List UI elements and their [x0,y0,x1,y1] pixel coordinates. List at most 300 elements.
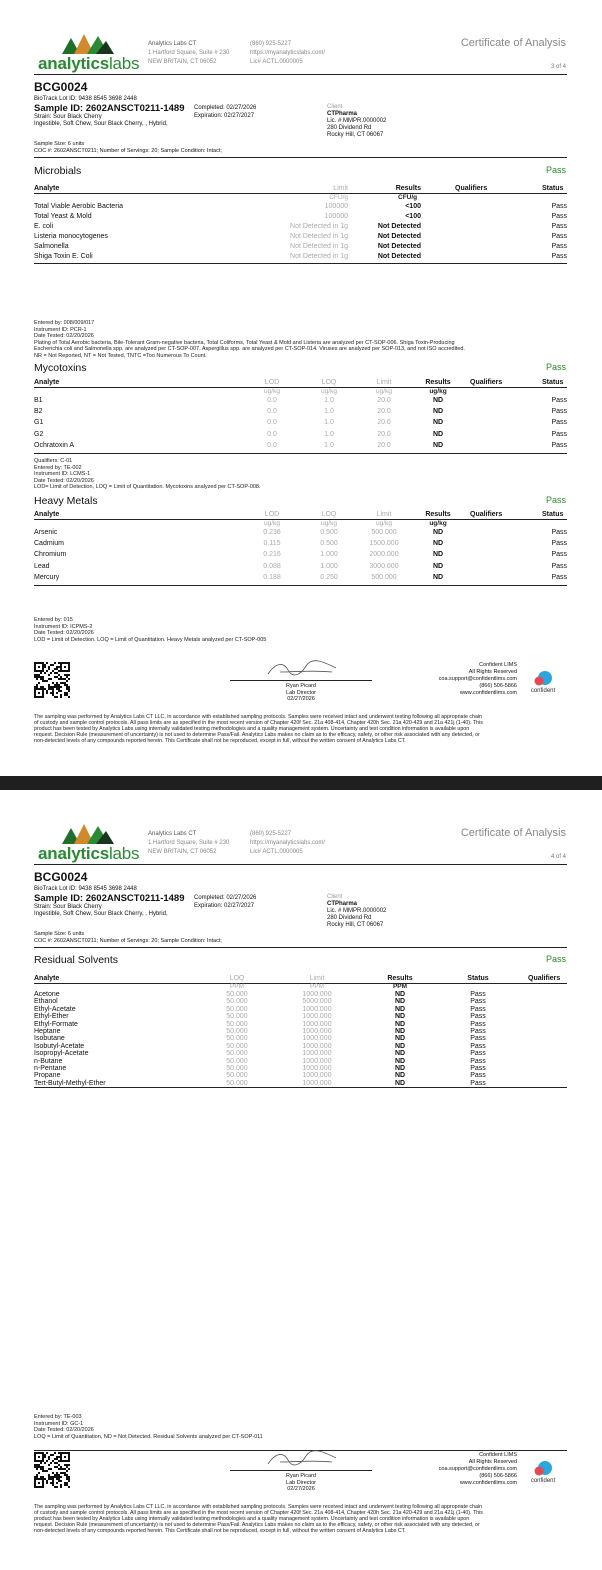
lims-rights: All Rights Reserved [468,669,517,675]
analyte-cell: Isobutyl-Acetate [34,1042,85,1050]
loq-cell: 1.0 [324,397,334,404]
result-cell: ND [394,1027,406,1035]
lod-cell: 0.0 [267,430,277,438]
table-end-rule [34,585,567,586]
table-row [34,1006,567,1013]
lod-cell: 0.236 [263,529,281,536]
limit-cell: 2000.000 [369,551,399,559]
col-limit: Limit [376,511,392,518]
signer-info [230,683,372,703]
signer-title: Lab Director [286,1479,316,1486]
unit-limit: ug/kg [376,388,392,395]
test-dates [194,894,256,910]
table-row [34,213,567,223]
col-analyte: Analyte [34,185,60,192]
analyte-cell: Ethyl-Formate [34,1020,78,1028]
limit-cell: 1500.000 [369,540,399,548]
client-label: Client [327,894,343,900]
lab-name: Analytics Labs CT [148,41,197,47]
document-title: Certificate of Analysis [460,37,566,49]
limit-cell: 20.0 [377,441,391,449]
loq-cell: 50.000 [226,998,248,1006]
loq-cell: 1.0 [324,419,334,427]
lims-phone: (866) 506-5866 [479,1473,517,1479]
product-description: Ingestible, Soft Chew, Sour Black Cherry, , Hybrid, [34,121,168,127]
analyte-cell: n-Pentane [34,1064,67,1072]
result-cell: Not Detected [377,223,421,230]
table-row [34,998,567,1005]
analyte-cell: Ethanol [34,998,58,1006]
table-row [34,1058,567,1065]
microbials-table [34,185,567,264]
sign-date: 02/27/2026 [287,1486,315,1492]
lims-phone: (866) 506-5866 [479,683,517,689]
analytics-labs-logo [38,820,138,865]
note-line: LOD= Limit of Detection, LOQ = Limit of Quantitation. Mycotoxins analyzed per CT-SOP-008. [34,484,261,490]
result-cell: Not Detected [377,243,421,250]
lims-email-link[interactable]: coa.support@confidentlims.com [438,676,517,682]
col-loq: LOQ [229,975,245,982]
col-analyte: Analyte [34,511,60,518]
lab-license: Lic# ACTL.0000005 [250,59,303,65]
mountain-logo-icon [62,822,114,844]
lab-address-line2: NEW BRITAIN, CT 06052 [148,59,217,65]
status-cell: Pass [551,551,567,559]
analyte-cell: Isobutane [34,1035,65,1043]
result-cell: ND [394,1013,406,1021]
lab-name: Analytics Labs CT [148,831,197,837]
col-status: Status [542,379,564,386]
lod-cell: 0.0 [267,397,277,404]
heavy-metals-notes [34,617,569,643]
status-cell: Pass [551,419,567,427]
status-cell: Pass [551,203,567,210]
table-row [34,563,567,574]
lod-cell: 0.188 [263,573,281,581]
col-loq: LOQ [321,379,337,386]
result-cell: ND [432,562,444,570]
note-line: Entered by: 008/009/017 [34,320,95,326]
lims-email-link[interactable]: coa.support@confidentlims.com [438,1466,517,1472]
sign-date: 02/27/2026 [287,696,315,702]
status-cell: Pass [551,529,567,536]
lims-contact [439,1452,517,1487]
analyte-cell: Arsenic [34,529,58,536]
result-cell: <100 [405,213,421,220]
heavy-metals-table [34,511,567,586]
units-row [34,388,567,397]
units-row [34,984,567,991]
limit-cell: Not Detected in 1g [290,233,348,240]
result-cell: ND [432,430,444,438]
status-cell: Pass [551,397,567,404]
limit-cell: 1000.000 [302,1050,332,1058]
status-cell: Pass [470,1072,486,1080]
lab-contact [250,830,325,857]
note-line: Entered by: TE-002 [34,464,82,471]
header-divider [34,864,567,865]
analyte-cell: Propane [34,1072,61,1080]
col-limit: Limit [309,975,325,982]
status-cell: Pass [551,213,567,220]
status-cell: Pass [470,998,486,1006]
unit-results: CFU/g [398,194,418,201]
limit-cell: 20.0 [377,419,391,427]
client-address-line1: 280 Dividend Rd [327,915,372,921]
analyte-cell: Heptane [34,1027,61,1035]
note-line: NR = Not Reported, NT = Not Tested, TNTC =Too Numerous To Count. [34,352,207,359]
result-cell: ND [394,1079,406,1087]
status-cell: Pass [551,233,567,240]
loq-cell: 50.000 [226,1035,248,1043]
analyte-cell: Lead [34,562,50,570]
status-cell: Pass [551,562,567,570]
lims-website-link[interactable]: www.confidentlims.com [459,690,517,696]
residual-solvents-status-badge: Pass [545,954,566,964]
page-number: 3 of 4 [550,64,566,70]
loq-cell: 0.500 [320,529,338,536]
qr-code-icon[interactable] [34,662,70,698]
confident-logo-icon [532,1460,554,1478]
mycotoxins-status-badge: Pass [545,362,566,372]
status-cell: Pass [551,243,567,250]
col-qualifiers: Qualifiers [470,511,503,518]
signer-info [230,1473,372,1493]
mycotoxins-title: Mycotoxins [34,362,87,374]
col-limit: Limit [333,185,348,192]
signature-line [230,680,372,681]
note-line: Instrument ID: LCMS-1 [34,471,91,477]
client-label: Client [327,104,343,110]
loq-cell: 50.000 [226,991,248,998]
col-status: Status [542,185,564,192]
limit-cell: 500.000 [371,529,397,536]
unit-lod: ug/kg [264,520,280,527]
note-line: Escherichia coli and Salmonella spp. are analyzed per CT-SOP-007. Aspergillus spp. are analyzed per CT-SOP-014. Viruses are analyzed per SOP-013, and not ISO accredited. [34,346,465,352]
table-row [34,991,567,998]
sample-size-block [34,141,222,155]
signer-title: Lab Director [286,689,316,696]
sample-size-block [34,931,222,945]
lab-address-line1: 1 Hartford Square, Suite # 230 [148,840,230,846]
analyte-cell: Listeria monocytogenes [34,233,108,240]
unit-limit: CFU/g [329,194,348,201]
table-row [34,397,567,408]
disclaimer-line: The sampling was performed by Analytics Labs CT LLC, in accordance with established sampling protocols. Samples were received intact and underwent testing following all appropriate chain [34,1504,483,1510]
client-address-line2: Rocky Hill, CT 06067 [327,922,384,928]
analyte-cell: Total Viable Aerobic Bacteria [34,203,123,210]
status-cell: Pass [470,1042,486,1050]
col-lod: LOD [264,511,280,518]
loq-cell: 50.000 [226,1042,248,1050]
disclaimer-line: non-detected levels of any compounds reported herein. This Certificate shall not be reproduced, except in full, without the written consent of Analytics Labs CT. [34,1528,406,1534]
limit-cell: 1000.000 [302,1020,332,1028]
analyte-cell: Shiga Toxin E. Coli [34,253,93,260]
coa-page-3 [0,0,602,776]
result-cell: ND [394,1020,406,1028]
lod-cell: 0.0 [267,419,277,427]
status-cell: Pass [551,573,567,581]
disclaimer-line: of custody and sample control protocols. All pass limits are as specified in the most recent version of Chapter 420f Sec. 21a 408-414, Chapter 420h Sec. 21a 420-429 and 21a 421j (1-40). This [34,1510,483,1516]
limit-cell: 100000 [324,213,348,220]
signer-name: Ryan Picard [286,683,316,689]
result-cell: ND [432,551,444,559]
sample-info [34,886,185,918]
disclaimer [34,1504,566,1534]
signature-icon [266,1450,338,1468]
col-results: Results [425,511,451,518]
residual-solvents-table [34,975,567,1088]
confident-logo-text: confident [530,688,556,694]
lab-website-link[interactable]: https://myanalyticslabs.com/ [250,840,326,846]
signature-icon [266,660,338,678]
limit-cell: 20.0 [377,430,391,438]
disclaimer-line: product has been tested by Analytics Labs using internally validated testing methodologies and a quality management system. Uncertainty and test condition information is available upon [34,1516,470,1522]
result-cell: ND [432,408,444,416]
limit-cell: 1000.000 [302,1079,332,1087]
units-row [34,520,567,529]
limit-cell: 20.0 [377,408,391,416]
result-cell: ND [432,540,444,548]
status-cell: Pass [470,1020,486,1028]
sample-divider [34,947,567,948]
confident-logo-icon [532,670,554,688]
col-qualifiers: Qualifiers [470,379,503,386]
lod-cell: 0.0 [267,408,277,416]
result-cell: Not Detected [377,233,421,240]
note-line: Instrument ID: PCR-1 [34,326,87,333]
analyte-cell: Cadmium [34,540,64,548]
analyte-cell: Salmonella [34,243,69,250]
client-name: CTPharma [327,111,358,117]
disclaimer [34,714,566,744]
analyte-cell: Tert-Butyl-Methyl-Ether [34,1079,106,1087]
status-cell: Pass [551,540,567,548]
result-cell: ND [394,1057,406,1065]
col-results: Results [387,975,413,982]
note-line: Date Tested: 02/20/2026 [34,333,94,339]
table-row [34,1028,567,1035]
table-row [34,233,567,243]
sample-size: Sample Size: 6 units [34,141,85,147]
analytics-labs-logo [38,30,138,75]
result-cell: ND [432,419,444,427]
limit-cell: Not Detected in 1g [290,243,348,250]
result-cell: ND [432,529,444,536]
col-analyte: Analyte [34,975,60,982]
lims-rights: All Rights Reserved [468,1459,517,1465]
client-license: Lic. # MMPR.0000002 [327,908,387,914]
sample-id: Sample ID: 2602ANSCT0211-1489 [34,103,185,114]
loq-cell: 1.000 [320,562,338,570]
signature-block [230,664,372,703]
coc-info: COC #: 2602ANSCT0211; Number of Servings: 20; Sample Condition: Intact; [34,938,222,944]
analyte-cell: Ochratoxin A [34,441,75,449]
unit-lod: ug/kg [264,388,280,395]
analyte-cell: Total Yeast & Mold [34,213,92,220]
lod-cell: 0.216 [263,551,281,559]
signature-line [230,1470,372,1471]
lod-cell: 0.115 [263,540,281,548]
table-row [34,223,567,233]
note-line: Plating of Total Aerobic bacteria, Bile-Tolerant Gram-negative bacteria, Total Coliforms, Total Yeast & Mold and Listeria are analyzed per CT-SOP-006. Shiga Toxin-Producing [34,339,455,346]
limit-cell: Not Detected in 1g [290,253,348,260]
mycotoxins-table [34,379,567,454]
col-analyte: Analyte [34,379,60,386]
sample-size: Sample Size: 6 units [34,931,85,937]
loq-cell: 50.000 [226,1020,248,1028]
table-row [34,442,567,453]
analyte-cell: Isopropyl-Acetate [34,1050,89,1058]
confident-logo [526,1460,560,1484]
client-name: CTPharma [327,901,358,907]
analyte-cell: G1 [34,419,44,427]
biotrack-lot-id: BioTrack Lot ID: 9438 8545 3698 2448 [34,96,137,102]
expiration-date: Expiration: 02/27/2027 [194,113,255,119]
limit-cell: 1000.000 [302,1035,332,1043]
mountain-logo-icon [62,32,114,54]
signature-block [230,1454,372,1493]
table-row [34,1065,567,1072]
unit-loq: PPM [229,983,245,990]
status-cell: Pass [470,1027,486,1035]
analyte-cell: B1 [34,397,43,404]
loq-cell: 50.000 [226,1027,248,1035]
limit-cell: 1000.000 [302,1013,332,1021]
status-cell: Pass [470,1005,486,1013]
result-cell: ND [394,1042,406,1050]
table-row [34,419,567,430]
lab-license: Lic# ACTL.0000005 [250,849,303,855]
col-loq: LOQ [321,511,337,518]
result-cell: ND [432,441,444,449]
test-dates [194,104,256,120]
residual-solvents-title: Residual Solvents [34,954,119,966]
logo-wordmark: analyticslabs [38,54,140,73]
microbials-title: Microbials [34,165,82,177]
limit-cell: 1000.000 [302,991,332,998]
loq-cell: 1.0 [324,441,334,449]
lims-website-link[interactable]: www.confidentlims.com [459,1480,517,1486]
sample-info [34,96,185,128]
table-row [34,253,567,263]
note-line: Instrument ID: GC-1 [34,1420,84,1427]
qr-code-icon[interactable] [34,1452,70,1488]
heavy-metals-status-badge: Pass [545,495,566,505]
status-cell: Pass [470,1035,486,1043]
col-lod: LOD [264,379,280,386]
limit-cell: 5000.000 [302,998,332,1006]
lab-website-link[interactable]: https://myanalyticslabs.com/ [250,50,326,56]
table-row [34,551,567,562]
table-end-rule [34,453,567,454]
header-divider [34,74,567,75]
disclaimer-line: The sampling was performed by Analytics Labs CT LLC, in accordance with established sampling protocols. Samples were received intact and underwent testing following all appropriate chain [34,714,483,720]
result-cell: ND [394,1064,406,1072]
result-cell: Not Detected [377,253,421,260]
status-cell: Pass [470,1079,486,1087]
client-info [327,104,386,139]
heavy-metals-title: Heavy Metals [34,495,98,507]
col-status: Status [467,975,489,982]
status-cell: Pass [551,441,567,449]
page-number: 4 of 4 [550,854,566,860]
analyte-cell: Acetone [34,991,60,998]
table-row [34,1080,567,1087]
status-cell: Pass [470,1013,486,1021]
table-row [34,529,567,540]
status-cell: Pass [551,253,567,260]
col-results: Results [425,379,451,386]
table-row [34,1043,567,1050]
loq-cell: 50.000 [226,1072,248,1080]
coa-page-4 [0,790,602,1570]
analyte-cell: Ethyl-Ether [34,1013,69,1021]
unit-results: ug/kg [429,388,447,395]
client-address-line2: Rocky Hill, CT 06067 [327,132,384,138]
loq-cell: 50.000 [226,1050,248,1058]
sample-id: Sample ID: 2602ANSCT0211-1489 [34,893,185,904]
loq-cell: 1.0 [324,430,334,438]
client-info [327,894,386,929]
limit-cell: Not Detected in 1g [290,223,348,230]
table-header [34,379,567,388]
limit-cell: 20.0 [377,397,391,404]
analyte-cell: B2 [34,408,43,416]
table-end-rule [34,263,567,264]
loq-cell: 1.0 [324,408,334,416]
limit-cell: 3000.000 [369,562,399,570]
table-row [34,431,567,442]
status-cell: Pass [551,408,567,416]
unit-results: PPM [392,983,408,990]
note-line: LOQ = Limit of Quantitation, ND = Not Detected. Residual Solvents analyzed per CT-SOP-011 [34,1433,263,1440]
limit-cell: 1000.000 [302,1005,332,1013]
lab-address-line2: NEW BRITAIN, CT 06052 [148,849,217,855]
completed-date: Completed: 02/27/2026 [194,105,257,111]
table-row [34,243,567,253]
disclaimer-line: of custody and sample control protocols. All pass limits are as specified in the most recent version of Chapter 420f Sec. 21a 408-414, Chapter 420h Sec. 21a 420-429 and 21a 421j (1-40). This [34,720,483,726]
page-separator [0,776,602,790]
disclaimer-line: request. Decision Rule (measurement of uncertainty) is not used to determine Pass/Fail. Analytics Labs makes no claim as to the efficacy, safety, or other risk associated with any detected, or [34,732,480,738]
loq-cell: 0.500 [320,540,338,548]
table-row [34,1021,567,1028]
table-row [34,1035,567,1042]
expiration-date: Expiration: 02/27/2027 [194,903,255,909]
status-cell: Pass [470,1057,486,1065]
status-cell: Pass [551,223,567,230]
disclaimer-line: product has been tested by Analytics Labs using internally validated testing methodologies and a quality management system. Uncertainty and test condition information is available upon [34,726,470,732]
result-cell: ND [394,1072,406,1080]
analyte-cell: G2 [34,430,44,438]
limit-cell: 1000.000 [302,1027,332,1035]
status-cell: Pass [551,430,567,438]
disclaimer-line: request. Decision Rule (measurement of uncertainty) is not used to determine Pass/Fail. Analytics Labs makes no claim as to the efficacy, safety, or other risk associated with any detected, or [34,1522,480,1528]
lab-address [148,40,229,67]
note-line: LOD = Limit of Detection. LOQ = Limit of Quantitation. Heavy Metals analyzed per CT-SOP-005 [34,636,267,643]
batch-code: BCG0024 [34,870,88,884]
table-row [34,540,567,551]
signer-name: Ryan Picard [286,1473,316,1479]
microbials-status-badge: Pass [545,165,566,175]
mycotoxins-notes [34,458,569,491]
analyte-cell: E. coli [34,223,54,230]
result-cell: ND [394,998,406,1006]
strain: Strain: Sour Black Cherry [34,904,102,910]
analyte-cell: Mercury [34,573,60,581]
table-row [34,1072,567,1079]
client-license: Lic. # MMPR.0000002 [327,118,387,124]
